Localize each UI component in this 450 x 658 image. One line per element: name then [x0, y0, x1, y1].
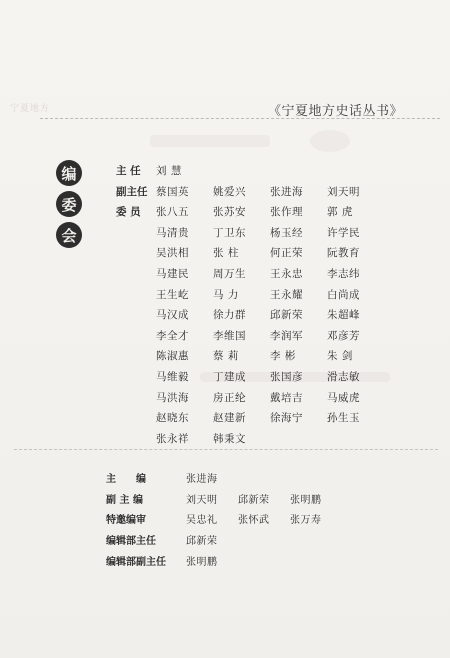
- role-label: [116, 408, 156, 429]
- role-label: [116, 388, 156, 409]
- member-name: 张永祥: [156, 432, 189, 445]
- member-name: 李志纬: [327, 267, 360, 280]
- role-label: [116, 305, 156, 326]
- member-name: 王永忠: [270, 267, 303, 280]
- bleed-through-shadow: [150, 135, 270, 147]
- role-label: [116, 264, 156, 285]
- roster-row: [116, 367, 384, 388]
- faint-header-mark: 宁夏地方: [10, 104, 51, 114]
- role-label: 委 员: [116, 206, 141, 219]
- role-label: [116, 285, 156, 306]
- editorial-staff: [106, 470, 342, 573]
- member-name: 郭 虎: [327, 206, 353, 219]
- committee-roster: [116, 161, 384, 449]
- member-name: 张作理: [270, 206, 303, 219]
- roster-row: [116, 243, 384, 264]
- role-label: [116, 429, 156, 450]
- member-name: 张进海: [270, 185, 303, 198]
- member-name: 蔡 莉: [213, 350, 239, 363]
- editor-name: 邱新荣: [238, 494, 270, 506]
- member-name: 许学民: [327, 226, 360, 239]
- roster-row: [116, 346, 384, 367]
- member-name: 张 柱: [213, 247, 239, 260]
- roster-row: [116, 223, 384, 244]
- editor-role-label: 特邀编审: [106, 515, 146, 527]
- member-name: 孙生玉: [327, 412, 360, 425]
- roster-row: [116, 264, 384, 285]
- member-name: 马建民: [156, 267, 189, 280]
- member-name: 王生屹: [156, 288, 189, 301]
- member-name: 徐海宁: [270, 412, 303, 425]
- header-rule: [40, 118, 440, 119]
- role-label: [116, 367, 156, 388]
- member-name: 王永耀: [270, 288, 303, 301]
- editor-name: 张怀武: [238, 515, 270, 527]
- roster-row: [116, 285, 384, 306]
- member-name: 马清贵: [156, 226, 189, 239]
- roster-row: [116, 202, 384, 223]
- member-name: 房正纶: [213, 391, 246, 404]
- roster-row: [116, 429, 384, 450]
- role-label: [116, 243, 156, 264]
- editor-row: [106, 470, 342, 491]
- editor-name: 张明鹏: [290, 494, 322, 506]
- member-name: 张苏安: [213, 206, 246, 219]
- roster-row: [116, 161, 384, 182]
- role-label: 副主任: [116, 185, 148, 198]
- member-name: 李 彬: [270, 350, 296, 363]
- member-name: 何正荣: [270, 247, 303, 260]
- member-name: 赵建新: [213, 412, 246, 425]
- editor-name: 张万寿: [290, 515, 322, 527]
- member-name: 李维国: [213, 329, 246, 342]
- editor-name: 张明鹏: [186, 556, 218, 568]
- editor-row: [106, 532, 342, 553]
- editor-role-label: 编辑部主任: [106, 536, 156, 548]
- member-name: 韩秉文: [213, 432, 246, 445]
- member-name: 张国彦: [270, 370, 303, 383]
- member-name: 朱 剑: [327, 350, 353, 363]
- member-name: 丁卫东: [213, 226, 246, 239]
- committee-badge: [56, 160, 82, 248]
- member-name: 丁建成: [213, 370, 246, 383]
- section-divider: [14, 449, 438, 450]
- roster-row: [116, 388, 384, 409]
- member-name: 滑志敏: [327, 370, 360, 383]
- member-name: 李润军: [270, 329, 303, 342]
- roster-row: [116, 305, 384, 326]
- editor-role-label: 主 编: [106, 474, 146, 485]
- member-name: 李全才: [156, 329, 189, 342]
- role-label: 主 任: [116, 165, 141, 177]
- member-name: 白尚成: [327, 288, 360, 301]
- roster-row: [116, 408, 384, 429]
- series-title: 《宁夏地方史话丛书》: [268, 104, 404, 119]
- member-name: 刘 慧: [156, 165, 182, 177]
- editor-row: [106, 553, 342, 574]
- member-name: 朱超峰: [327, 309, 360, 322]
- editor-row: [106, 491, 342, 512]
- member-name: 赵晓东: [156, 412, 189, 425]
- member-name: 姚爱兴: [213, 185, 246, 198]
- bleed-through-shadow: [310, 130, 350, 152]
- member-name: 马威虎: [327, 391, 360, 404]
- roster-row: [116, 182, 384, 203]
- role-label: [116, 346, 156, 367]
- member-name: 马维毅: [156, 370, 189, 383]
- member-name: 邱新荣: [270, 309, 303, 322]
- roster-row: [116, 326, 384, 347]
- member-name: 邓彦芳: [327, 329, 360, 342]
- editor-role-label: 副 主 编: [106, 494, 143, 506]
- member-name: 吴洪相: [156, 247, 189, 260]
- member-name: 杨玉经: [270, 226, 303, 239]
- member-name: 阮教育: [327, 247, 360, 260]
- editor-name: 邱新荣: [186, 536, 218, 548]
- member-name: 徐力群: [213, 309, 246, 322]
- badge-char: 编: [56, 160, 82, 186]
- member-name: 戴培吉: [270, 391, 303, 404]
- badge-char: 会: [56, 222, 82, 248]
- role-label: [116, 223, 156, 244]
- role-label: [116, 326, 156, 347]
- editor-name: 张进海: [186, 474, 218, 485]
- member-name: 马洪海: [156, 391, 189, 404]
- editor-row: [106, 511, 342, 532]
- member-name: 刘天明: [327, 185, 360, 198]
- badge-char: 委: [56, 191, 82, 217]
- member-name: 周万生: [213, 267, 246, 280]
- member-name: 陈淑惠: [156, 350, 189, 363]
- editor-name: 刘天明: [186, 494, 218, 506]
- member-name: 蔡国英: [156, 185, 189, 198]
- member-name: 马 力: [213, 288, 239, 301]
- member-name: 马汉成: [156, 309, 189, 322]
- editor-name: 吴忠礼: [186, 515, 218, 527]
- member-name: 张八五: [156, 206, 189, 219]
- editor-role-label: 编辑部副主任: [106, 556, 166, 568]
